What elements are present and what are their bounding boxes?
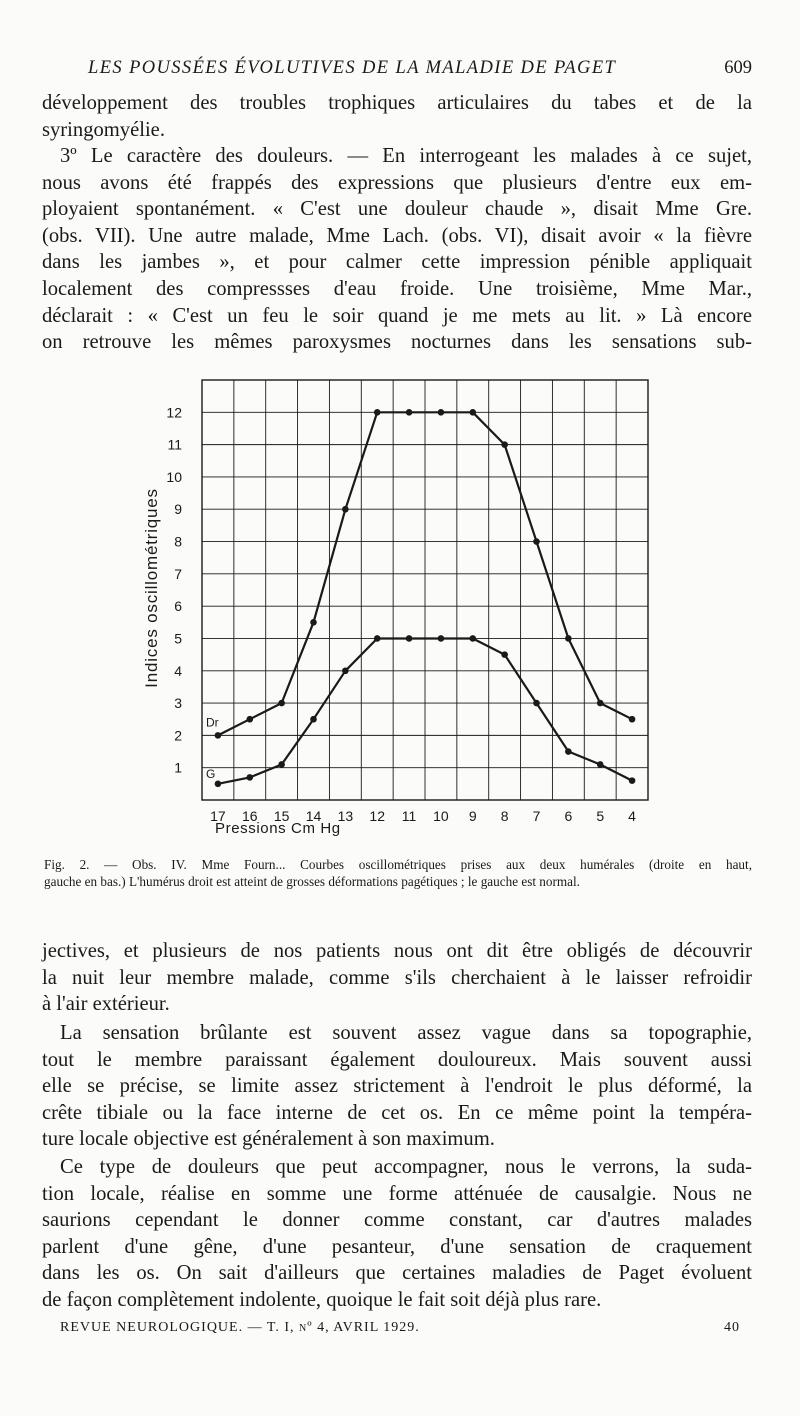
text-line: nous avons été frappés des expressions que plusieurs d'entre eux em- [42, 171, 752, 194]
text-line: dans les os. On sait d'ailleurs que certaines maladies de Paget évoluent [42, 1262, 752, 1285]
data-point [310, 619, 317, 626]
x-tick-label: 6 [564, 808, 573, 824]
text-line: ployaient spontanément. « C'est une douleur chaude », disait Mme Gre. [42, 198, 752, 221]
data-point [501, 441, 508, 448]
x-tick-label: 9 [468, 808, 477, 824]
x-tick-label: 16 [241, 808, 258, 824]
y-tick-label: 3 [174, 695, 182, 712]
data-point [215, 732, 222, 739]
data-point [533, 538, 540, 545]
data-point [629, 716, 636, 723]
page-footer [60, 1320, 740, 1340]
x-tick-label: 4 [628, 808, 636, 824]
text-line: La sensation brûlante est souvent assez vague dans sa topographie, [60, 1022, 752, 1044]
text-line: parlent d'une gêne, d'une pesanteur, d'une sensation de craquement [42, 1235, 752, 1258]
text-line: syringomyélie. [42, 118, 165, 141]
text-line: déclarait : « C'est un feu le soir quand je me mets au lit. » Là encore [42, 304, 752, 327]
x-tick-label: 14 [305, 808, 322, 824]
x-tick-label: 12 [369, 808, 386, 824]
text-line: localement des compressses d'eau froide. Une troisième, Mme Mar., [42, 277, 752, 300]
x-tick-label: 10 [433, 808, 449, 824]
data-point [374, 635, 381, 642]
x-tick-label: 5 [596, 808, 605, 824]
text-line: Ce type de douleurs que peut accompagner, nous le verrons, la suda- [60, 1156, 752, 1178]
text-line: de façon complètement indolente, quoique le fait soit déjà plus rare. [42, 1288, 602, 1311]
x-tick-label: 13 [337, 808, 354, 824]
chart-grid [202, 380, 648, 800]
data-point [565, 748, 572, 755]
data-point [533, 700, 540, 707]
oscillometric-chart [0, 370, 800, 850]
y-tick-label: 2 [174, 727, 182, 744]
figure-caption [44, 856, 752, 890]
paragraph-4 [42, 1020, 752, 1153]
text-line: la nuit leur membre malade, comme s'ils cherchaient à le laisser refroidir [42, 966, 752, 989]
text-line: (obs. VII). Une autre malade, Mme Lach. (obs. VI), disait avoir « la fièvre [42, 224, 752, 247]
text-line: saurions cependant le donner comme constant, car d'autres malades [42, 1209, 752, 1232]
data-point [215, 781, 222, 788]
data-point [246, 716, 253, 723]
y-tick-label: 4 [174, 662, 182, 679]
running-head-title: LES POUSSÉES ÉVOLUTIVES DE LA MALADIE DE PAGET [88, 58, 617, 78]
data-point [278, 761, 285, 768]
data-point [278, 700, 285, 707]
text-line: 3º Le caractère des douleurs. — En interrogeant les malades à ce sujet, [60, 145, 752, 167]
y-tick-label: 7 [174, 565, 182, 582]
series-label-dr: Dr [206, 715, 219, 730]
paragraph-5 [42, 1154, 752, 1314]
caption-line: Fig. 2. — Obs. IV. Mme Fourn... Courbes oscillométriques prises aux deux humérales (droite en haut, [44, 857, 752, 872]
series-label-g: G [206, 766, 216, 781]
text-line: tion locale, réalise en somme une forme atténuée de causalgie. Nous ne [42, 1182, 752, 1205]
x-tick-label: 8 [500, 808, 509, 824]
data-point [342, 667, 349, 674]
data-point [438, 635, 445, 642]
data-point [246, 774, 253, 781]
data-point [342, 506, 349, 513]
signature-number: 40 [724, 1320, 740, 1335]
paragraph-3 [42, 938, 752, 1018]
text-line: développement des troubles trophiques articulaires du tabes et de la [42, 92, 752, 114]
data-point [406, 409, 413, 416]
running-head [88, 58, 760, 84]
y-tick-label: 9 [174, 501, 182, 518]
x-tick-label: 11 [401, 808, 417, 824]
text-line: elle se précise, se limite assez strictement à l'endroit le plus déformé, la [42, 1075, 752, 1098]
y-tick-label: 6 [174, 598, 182, 615]
y-axis-title: Indices oscillométriques [142, 488, 161, 688]
data-point [374, 409, 381, 416]
paragraph-1 [42, 90, 752, 143]
x-tick-label: 17 [210, 808, 226, 824]
paragraph-2 [42, 143, 752, 356]
data-point [469, 409, 476, 416]
data-point [597, 700, 604, 707]
journal-reference: REVUE NEUROLOGIQUE. — T. I, nº 4, AVRIL 1929. [60, 1320, 420, 1335]
text-line: à l'air extérieur. [42, 993, 170, 1016]
x-tick-label: 15 [273, 808, 290, 824]
text-line: tout le membre paraissant également douloureux. Mais souvent aussi [42, 1048, 752, 1071]
y-tick-label: 12 [166, 404, 182, 421]
data-point [597, 761, 604, 768]
page-number: 609 [724, 58, 752, 78]
x-axis-title: Pressions Cm Hg [215, 820, 341, 837]
y-tick-label: 8 [174, 533, 182, 550]
text-line: crête tibiale ou la face interne de cet os. En ce même point la tempéra- [42, 1101, 752, 1124]
data-point [565, 635, 572, 642]
caption-line: gauche en bas.) L'humérus droit est atteint de grosses déformations pagétiques ; le gauche est normal. [44, 874, 580, 889]
text-line: jectives, et plusieurs de nos patients nous ont dit être obligés de découvrir [42, 940, 752, 962]
text-line: on retrouve les mêmes paroxysmes nocturnes dans les sensations sub- [42, 331, 752, 354]
data-point [629, 777, 636, 784]
text-line: ture locale objective est généralement à son maximum. [42, 1128, 495, 1151]
data-point [406, 635, 413, 642]
y-tick-label: 5 [174, 630, 182, 647]
data-point [310, 716, 317, 723]
data-point [501, 651, 508, 658]
x-tick-label: 7 [532, 808, 541, 824]
chart-labels [166, 404, 636, 824]
y-tick-label: 1 [174, 759, 182, 776]
y-tick-label: 10 [166, 468, 182, 485]
data-point [469, 635, 476, 642]
data-point [438, 409, 445, 416]
text-line: dans les jambes », et pour calmer cette impression pénible appliquait [42, 251, 752, 274]
y-tick-label: 11 [167, 436, 182, 453]
